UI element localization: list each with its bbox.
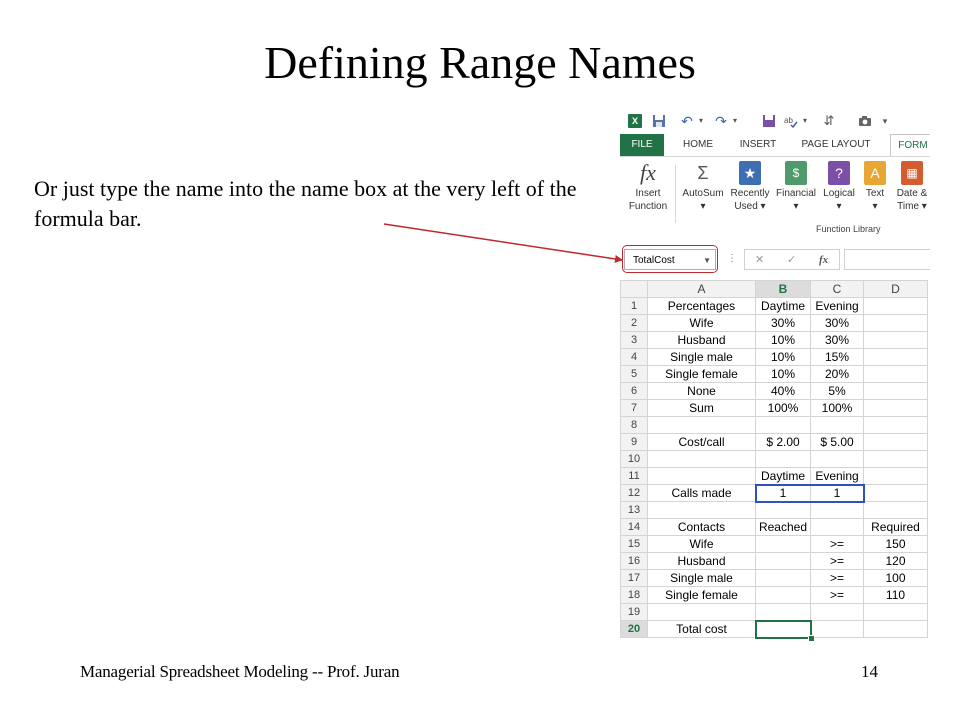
quick-access-toolbar — [620, 108, 930, 134]
tab-file[interactable]: FILE — [620, 134, 664, 156]
cell-d9[interactable] — [864, 434, 928, 451]
cell-b4[interactable]: 10% — [756, 349, 811, 366]
cell-c2[interactable]: 30% — [811, 315, 864, 332]
cell-a2[interactable]: Wife — [648, 315, 756, 332]
cell-c13[interactable] — [811, 502, 864, 519]
function-library-group-label: Function Library — [816, 224, 881, 234]
slide-title: Defining Range Names — [264, 37, 696, 88]
cell-a3[interactable]: Husband — [648, 332, 756, 349]
worksheet-row — [621, 366, 928, 383]
text-label: Text — [865, 188, 885, 199]
cell-b12[interactable]: 1 — [756, 485, 811, 502]
logical-dropdown-icon: ▾ — [836, 201, 842, 212]
cell-c8[interactable] — [811, 417, 864, 434]
recently-used-label-1: Recently — [730, 188, 770, 199]
column-header-d[interactable]: D — [864, 281, 928, 298]
cell-b2[interactable]: 30% — [756, 315, 811, 332]
cell-b17[interactable] — [756, 570, 811, 587]
cell-a1[interactable]: Percentages — [648, 298, 756, 315]
row-header[interactable]: 1 — [621, 298, 648, 315]
worksheet-row — [621, 519, 928, 536]
financial-dropdown-icon: ▾ — [793, 201, 799, 212]
cell-d18[interactable]: 110 — [864, 587, 928, 604]
undo-dropdown-icon[interactable]: ▾ — [698, 116, 703, 125]
cell-a20[interactable]: Total cost — [648, 621, 756, 638]
column-header-a[interactable]: A — [648, 281, 756, 298]
cell-d15[interactable]: 150 — [864, 536, 928, 553]
name-box-dropdown-icon[interactable]: ▼ — [703, 256, 711, 265]
tab-insert[interactable]: INSERT — [739, 139, 777, 150]
cell-c3[interactable]: 30% — [811, 332, 864, 349]
text-book-icon: A — [864, 161, 886, 185]
cell-a13[interactable] — [648, 502, 756, 519]
excel-screenshot — [620, 108, 930, 642]
insert-function-button[interactable] — [624, 161, 672, 213]
cell-b14[interactable]: Reached — [756, 519, 811, 536]
ribbon-tabs — [620, 134, 930, 156]
cell-d1[interactable] — [864, 298, 928, 315]
worksheet-row — [621, 536, 928, 553]
redo-dropdown-icon[interactable]: ▾ — [732, 116, 737, 125]
text-dropdown-icon: ▾ — [872, 201, 878, 212]
cell-d3[interactable] — [864, 332, 928, 349]
spell-check-dropdown-icon[interactable]: ▾ — [802, 116, 807, 125]
autosum-button[interactable] — [678, 161, 728, 213]
cell-c12[interactable]: 1 — [811, 485, 864, 502]
date-time-label-1: Date & — [896, 188, 928, 199]
cell-b9[interactable]: $ 2.00 — [756, 434, 811, 451]
cell-d4[interactable] — [864, 349, 928, 366]
cell-c10[interactable] — [811, 451, 864, 468]
cell-d17[interactable]: 100 — [864, 570, 928, 587]
excel-logo-icon: X — [628, 114, 642, 128]
cell-b8[interactable] — [756, 417, 811, 434]
cell-b6[interactable]: 40% — [756, 383, 811, 400]
autosum-label: AutoSum — [682, 188, 724, 199]
cell-c1[interactable]: Evening — [811, 298, 864, 315]
cell-b1[interactable]: Daytime — [756, 298, 811, 315]
logical-button[interactable] — [820, 161, 858, 213]
row-header[interactable]: 6 — [621, 383, 648, 400]
cell-c14[interactable] — [811, 519, 864, 536]
autosum-dropdown-icon: ▾ — [700, 201, 706, 212]
cell-a12[interactable]: Calls made — [648, 485, 756, 502]
cell-c5[interactable]: 20% — [811, 366, 864, 383]
save-as-icon[interactable] — [762, 114, 776, 128]
column-header-c[interactable]: C — [811, 281, 864, 298]
logical-label: Logical — [823, 188, 855, 199]
svg-text:ab: ab — [784, 116, 793, 125]
cell-d12[interactable] — [864, 485, 928, 502]
worksheet-row — [621, 570, 928, 587]
cell-d7[interactable] — [864, 400, 928, 417]
camera-icon[interactable] — [858, 114, 872, 128]
financial-book-icon: $ — [785, 161, 807, 185]
cell-c19[interactable] — [811, 604, 864, 621]
insert-function-label-1: Insert — [635, 188, 661, 199]
worksheet-row — [621, 434, 928, 451]
cell-c11[interactable]: Evening — [811, 468, 864, 485]
worksheet-row — [621, 502, 928, 519]
formulas-ribbon — [620, 156, 930, 240]
row-header[interactable]: 2 — [621, 315, 648, 332]
slide-page-number: 14 — [861, 662, 878, 681]
slide-body-text: Or just type the name into the name box at the very left of the formula bar. — [34, 176, 577, 231]
cell-a14[interactable]: Contacts — [648, 519, 756, 536]
cell-a10[interactable] — [648, 451, 756, 468]
ribbon-separator — [675, 165, 676, 223]
row-header[interactable]: 19 — [621, 604, 648, 621]
cell-d6[interactable] — [864, 383, 928, 400]
enter-icon[interactable]: ✓ — [787, 254, 797, 266]
cell-b15[interactable] — [756, 536, 811, 553]
row-header[interactable]: 16 — [621, 553, 648, 570]
row-header[interactable]: 5 — [621, 366, 648, 383]
calendar-book-icon: ▦ — [901, 161, 923, 185]
cell-c6[interactable]: 5% — [811, 383, 864, 400]
cell-c7[interactable]: 100% — [811, 400, 864, 417]
customize-toolbar-icon[interactable]: ▾ — [882, 116, 888, 126]
column-header-b[interactable]: B — [756, 281, 811, 298]
formula-input[interactable] — [844, 249, 930, 270]
cell-d8[interactable] — [864, 417, 928, 434]
worksheet-grid — [620, 280, 930, 638]
cell-b5[interactable]: 10% — [756, 366, 811, 383]
cell-a6[interactable]: None — [648, 383, 756, 400]
worksheet-row — [621, 587, 928, 604]
tab-page-layout[interactable]: PAGE LAYOUT — [801, 139, 871, 150]
cell-c17[interactable]: >= — [811, 570, 864, 587]
footer-course-title: Managerial Spreadsheet Modeling -- Prof. Juran — [80, 662, 400, 681]
insert-function-label-2: Function — [628, 201, 668, 212]
cell-d20[interactable] — [864, 621, 928, 638]
worksheet-row — [621, 349, 928, 366]
worksheet-row — [621, 451, 928, 468]
worksheet-row — [621, 621, 928, 638]
cell-c15[interactable]: >= — [811, 536, 864, 553]
recently-used-button[interactable] — [728, 161, 772, 213]
formula-bar-resize-handle[interactable]: ⋮ — [727, 253, 737, 264]
cell-d14[interactable]: Required — [864, 519, 928, 536]
row-header[interactable]: 10 — [621, 451, 648, 468]
row-header[interactable]: 15 — [621, 536, 648, 553]
date-time-button[interactable] — [892, 161, 930, 213]
cell-d10[interactable] — [864, 451, 928, 468]
cell-b18[interactable] — [756, 587, 811, 604]
cell-b16[interactable] — [756, 553, 811, 570]
tab-formulas[interactable]: FORM — [890, 134, 930, 157]
cell-d16[interactable]: 120 — [864, 553, 928, 570]
cell-c20[interactable] — [811, 621, 864, 638]
cell-a15[interactable]: Wife — [648, 536, 756, 553]
cell-d19[interactable] — [864, 604, 928, 621]
cell-d5[interactable] — [864, 366, 928, 383]
row-header[interactable]: 8 — [621, 417, 648, 434]
cell-c16[interactable]: >= — [811, 553, 864, 570]
worksheet-row — [621, 604, 928, 621]
row-header[interactable]: 17 — [621, 570, 648, 587]
cell-c18[interactable]: >= — [811, 587, 864, 604]
cell-b19[interactable] — [756, 604, 811, 621]
insert-function-icon: fx — [640, 160, 656, 185]
redo-icon[interactable]: ↷ — [715, 113, 727, 129]
star-book-icon: ★ — [739, 161, 761, 185]
worksheet-row — [621, 400, 928, 417]
cell-a8[interactable] — [648, 417, 756, 434]
undo-icon[interactable]: ↶ — [681, 113, 693, 129]
worksheet-row — [621, 553, 928, 570]
cell-b3[interactable]: 10% — [756, 332, 811, 349]
row-header[interactable]: 12 — [621, 485, 648, 502]
row-header[interactable]: 7 — [621, 400, 648, 417]
name-box-callout-highlight — [622, 245, 718, 273]
formula-bar-buttons — [744, 249, 840, 270]
cell-b13[interactable] — [756, 502, 811, 519]
tab-home[interactable]: HOME — [683, 139, 713, 150]
cancel-icon[interactable]: ✕ — [755, 254, 765, 266]
cell-a16[interactable]: Husband — [648, 553, 756, 570]
row-header[interactable]: 20 — [621, 621, 648, 638]
cell-a4[interactable]: Single male — [648, 349, 756, 366]
row-header[interactable]: 9 — [621, 434, 648, 451]
worksheet-row — [621, 298, 928, 315]
cell-a9[interactable]: Cost/call — [648, 434, 756, 451]
column-header-row — [621, 281, 928, 298]
insert-function-fx-icon[interactable]: fx — [819, 254, 829, 266]
date-time-label-2: Time ▾ — [897, 201, 927, 212]
row-header[interactable]: 13 — [621, 502, 648, 519]
cell-c4[interactable]: 15% — [811, 349, 864, 366]
spell-check-icon[interactable] — [784, 114, 798, 128]
row-header[interactable]: 18 — [621, 587, 648, 604]
cell-a11[interactable] — [648, 468, 756, 485]
worksheet-table — [620, 280, 928, 638]
cell-b20[interactable] — [756, 621, 811, 638]
formula-bar — [620, 239, 930, 279]
recently-used-label-2: Used ▾ — [734, 201, 766, 212]
cell-b11[interactable]: Daytime — [756, 468, 811, 485]
worksheet-row — [621, 417, 928, 434]
row-header[interactable]: 14 — [621, 519, 648, 536]
cell-a7[interactable]: Sum — [648, 400, 756, 417]
autosum-icon: Σ — [697, 163, 709, 183]
cell-c9[interactable]: $ 5.00 — [811, 434, 864, 451]
worksheet-row — [621, 315, 928, 332]
financial-label: Financial — [775, 188, 817, 199]
text-button[interactable] — [860, 161, 890, 213]
worksheet-row — [621, 383, 928, 400]
worksheet-row — [621, 468, 928, 485]
save-icon[interactable] — [652, 114, 666, 128]
cell-a17[interactable]: Single male — [648, 570, 756, 587]
cell-b7[interactable]: 100% — [756, 400, 811, 417]
row-header[interactable]: 4 — [621, 349, 648, 366]
financial-button[interactable] — [772, 161, 820, 213]
fill-handle[interactable] — [808, 635, 815, 642]
cell-d13[interactable] — [864, 502, 928, 519]
cell-d11[interactable] — [864, 468, 928, 485]
select-all-corner[interactable] — [621, 281, 648, 298]
row-header[interactable]: 3 — [621, 332, 648, 349]
sort-icon[interactable]: ⇵ — [823, 113, 835, 128]
cell-a19[interactable] — [648, 604, 756, 621]
name-box-value: TotalCost — [633, 255, 675, 266]
row-header[interactable]: 11 — [621, 468, 648, 485]
worksheet-row — [621, 332, 928, 349]
cell-d2[interactable] — [864, 315, 928, 332]
cell-b10[interactable] — [756, 451, 811, 468]
worksheet-row — [621, 485, 928, 502]
cell-a18[interactable]: Single female — [648, 587, 756, 604]
logical-book-icon: ? — [828, 161, 850, 185]
cell-a5[interactable]: Single female — [648, 366, 756, 383]
